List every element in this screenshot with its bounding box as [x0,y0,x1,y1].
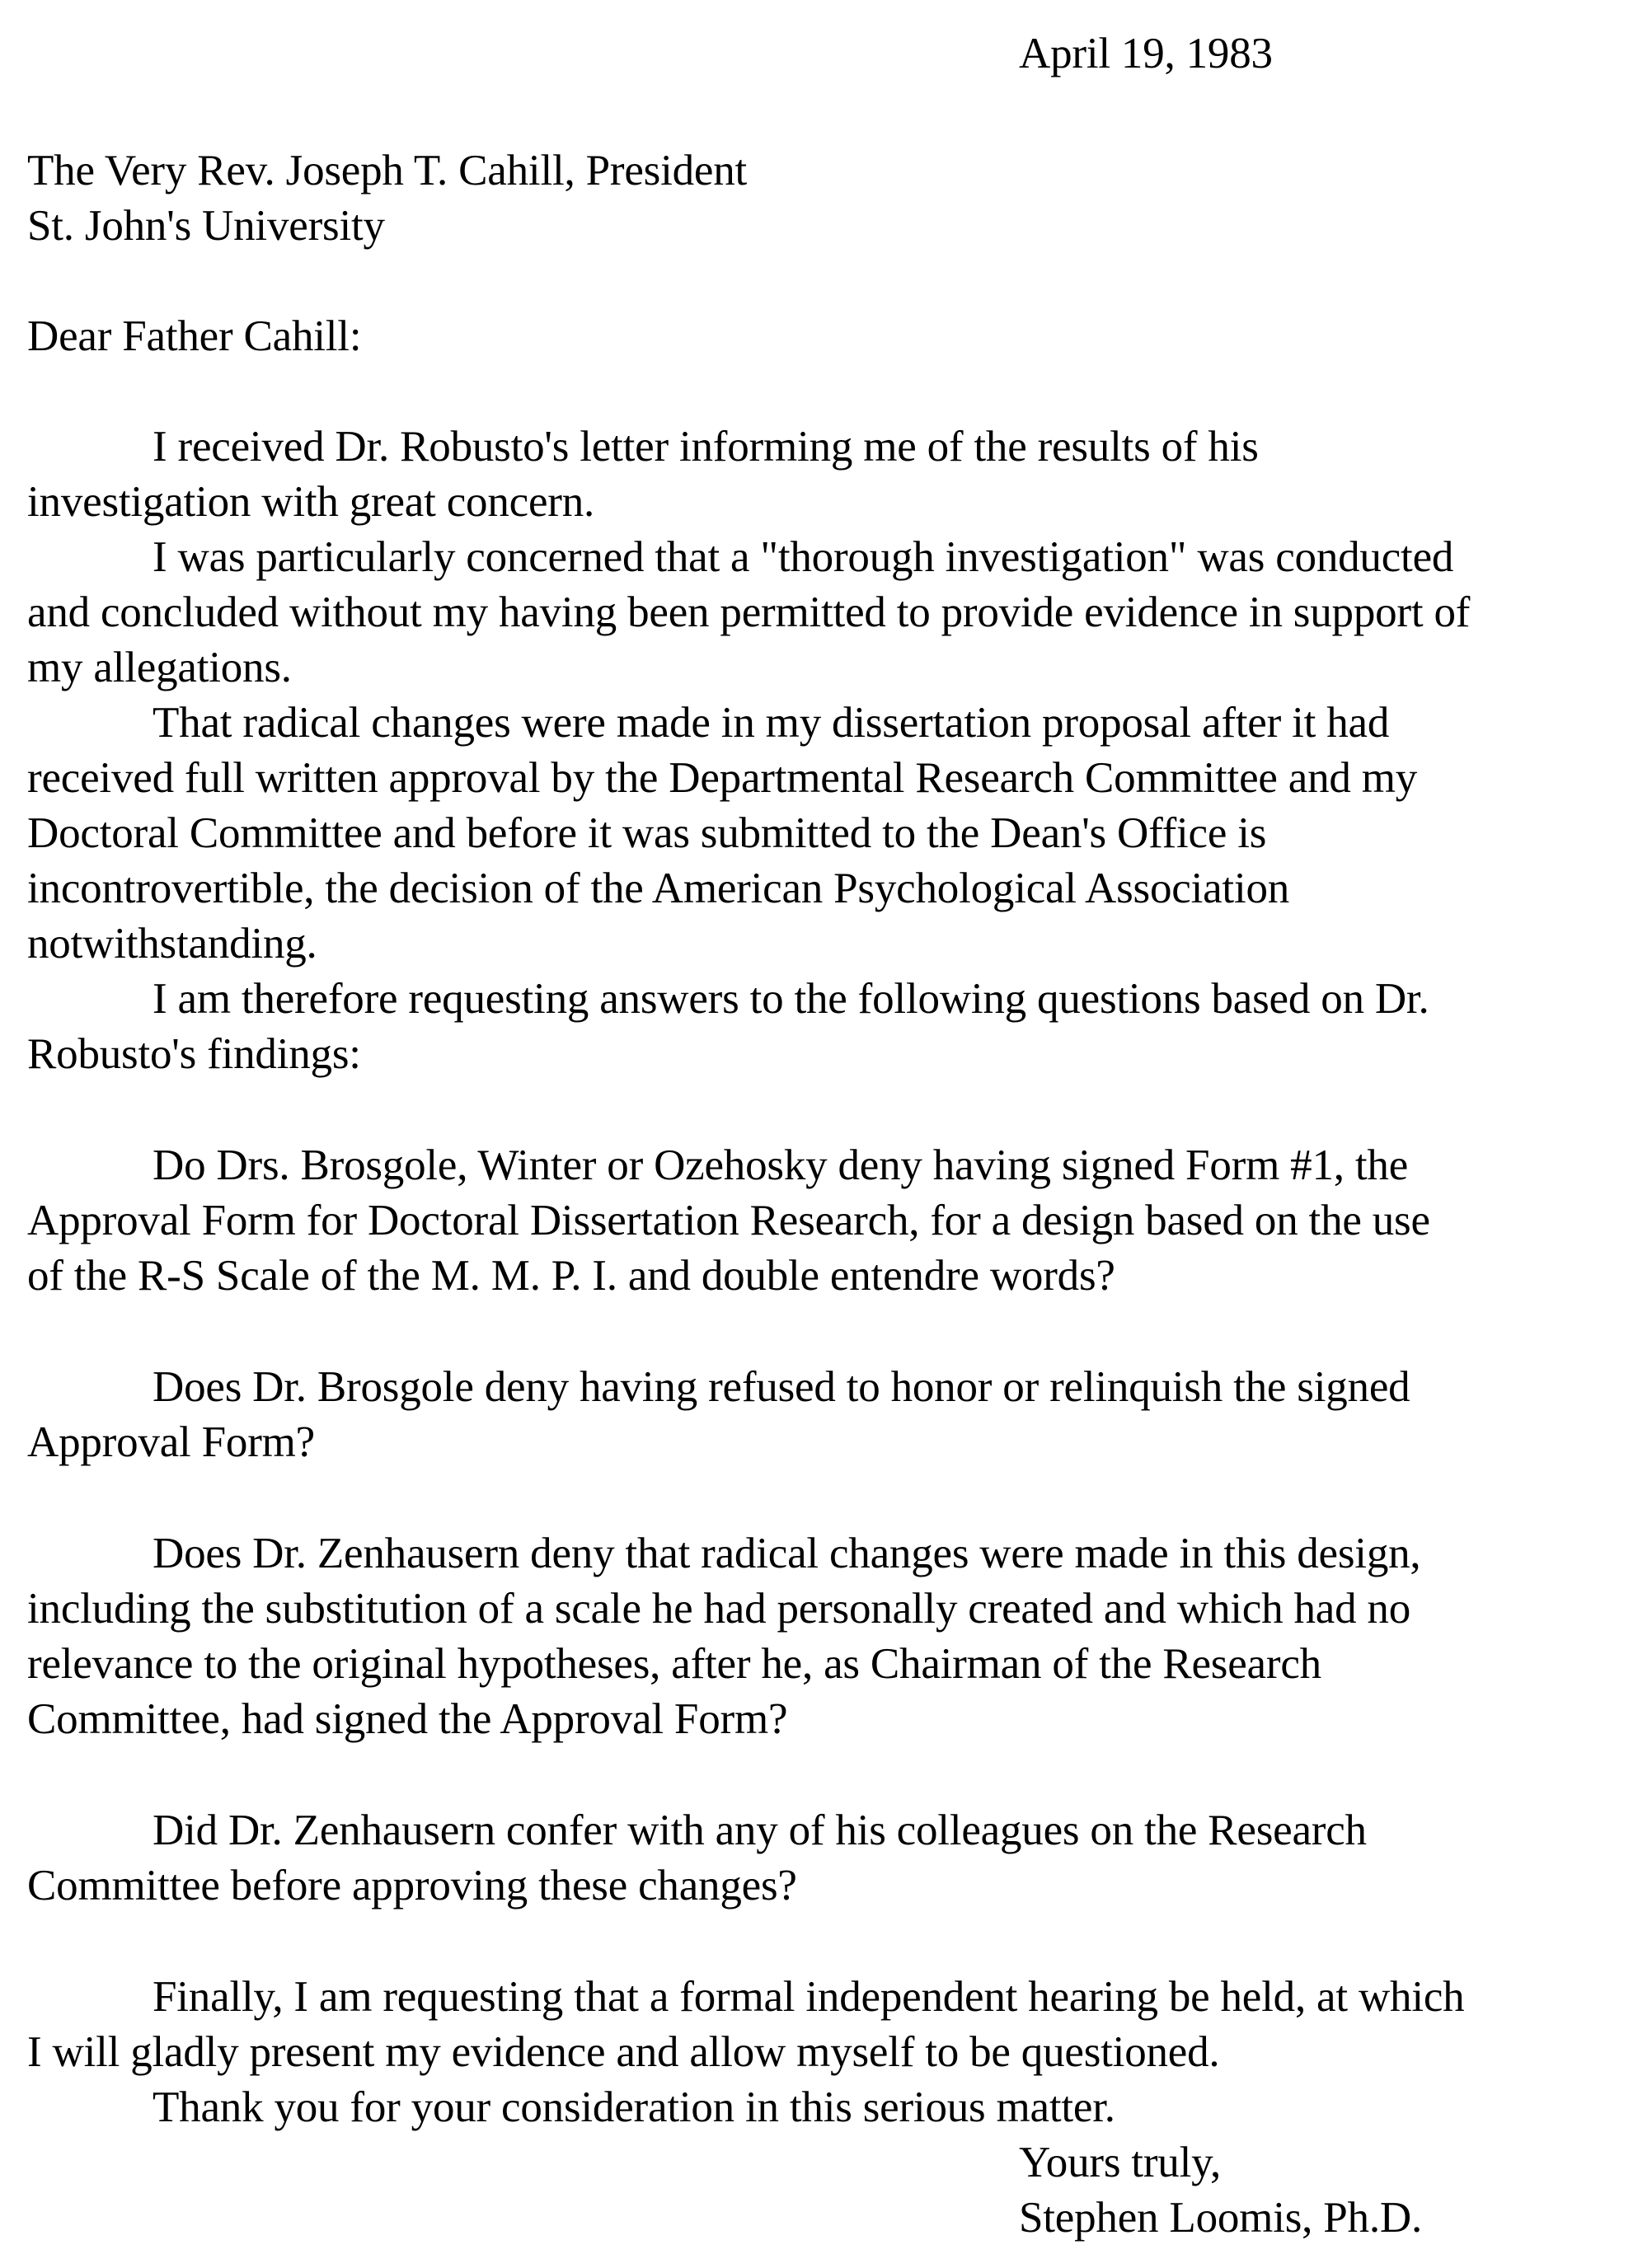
paragraph-line: Thank you for your consideration in this serious matter. [153,2083,1115,2131]
recipient-institution-line: St. John's University [27,202,385,250]
letter-date: April 19, 1983 [1019,30,1273,77]
paragraph-line: notwithstanding. [27,920,317,968]
question-line: relevance to the original hypotheses, after he, as Chairman of the Research [27,1640,1321,1688]
paragraph-line: my allegations. [27,644,292,691]
paragraph-line: received full written approval by the Departmental Research Committee and my [27,754,1418,802]
question-line: Committee, had signed the Approval Form? [27,1695,788,1743]
paragraph-line: and concluded without my having been permitted to provide evidence in support of [27,588,1471,636]
question-line: Does Dr. Zenhausern deny that radical changes were made in this design, [153,1530,1421,1577]
paragraph-line: That radical changes were made in my dissertation proposal after it had [153,699,1390,747]
salutation: Dear Father Cahill: [27,312,362,360]
paragraph-line: Finally, I am requesting that a formal independent hearing be held, at which [153,1973,1465,2021]
paragraph-line: I received Dr. Robusto's letter informing me of the results of his [153,423,1259,471]
question-line: Did Dr. Zenhausern confer with any of his colleagues on the Research [153,1806,1367,1854]
question-line: Do Drs. Brosgole, Winter or Ozehosky deny having signed Form #1, the [153,1141,1409,1189]
paragraph-line: I am therefore requesting answers to the following questions based on Dr. [153,975,1429,1023]
question-line: Does Dr. Brosgole deny having refused to honor or relinquish the signed [153,1363,1410,1411]
signature-name: Stephen Loomis, Ph.D. [1019,2194,1423,2242]
paragraph-line: I was particularly concerned that a "thorough investigation" was conducted [153,533,1454,581]
closing: Yours truly, [1019,2139,1222,2186]
question-line: Approval Form for Doctoral Dissertation Research, for a design based on the use [27,1197,1430,1244]
question-line: including the substitution of a scale he had personally created and which had no [27,1585,1411,1633]
paragraph-line: incontrovertible, the decision of the American Psychological Association [27,865,1290,912]
paragraph-line: Doctoral Committee and before it was submitted to the Dean's Office is [27,809,1267,857]
paragraph-line: I will gladly present my evidence and allow myself to be questioned. [27,2028,1220,2076]
recipient-name-line: The Very Rev. Joseph T. Cahill, President [27,147,748,194]
question-line: of the R-S Scale of the M. M. P. I. and double entendre words? [27,1252,1115,1300]
paragraph-line: Robusto's findings: [27,1030,361,1078]
question-line: Approval Form? [27,1418,315,1466]
question-line: Committee before approving these changes? [27,1862,797,1910]
paragraph-line: investigation with great concern. [27,478,595,526]
